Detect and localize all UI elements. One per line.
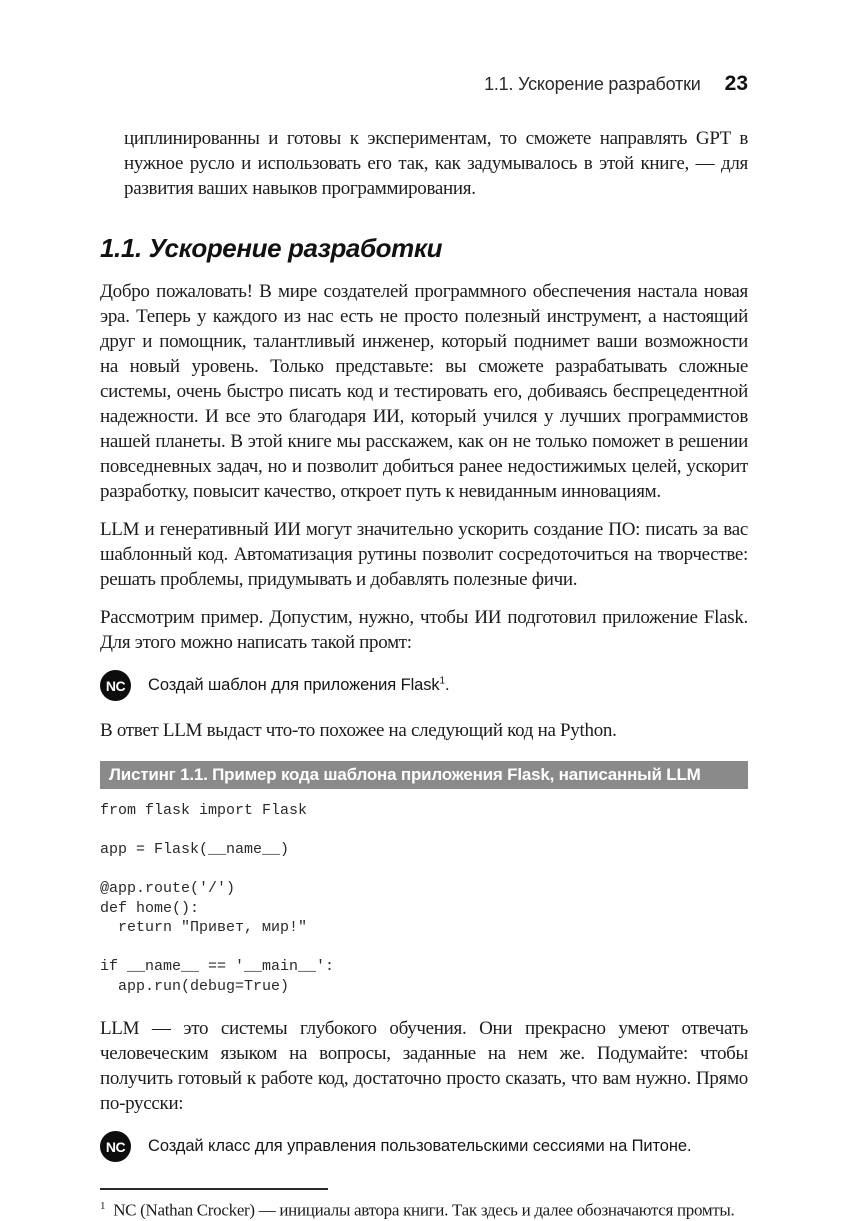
- intro-continuation-paragraph: циплинированны и готовы к экспериментам, то сможете направлять GPT в нужное русло и использовать его так, как задумывалось в этой книге, — для развития ваших навыков программирования.: [124, 128, 748, 199]
- footnote-reference-mark: 1: [439, 675, 445, 687]
- prompt-text-1-body: Создай шаблон для приложения Flask: [148, 676, 440, 694]
- body-paragraph-1: Добро пожаловать! В мире создателей программного обеспечения настала новая эра. Теперь у каждого из нас есть не просто полезный инструмент, а настоящий друг и помощник, талантливый инженер, который поднимет ваши возможности на новый уровень. Только представьте: вы сможете разрабатывать сложные системы, очень быстро писать код и тестировать его, добиваясь беспрецедентной надежности. И все это благодаря ИИ, который учился у лучших программистов нашей планеты. В этой книге мы расскажем, как он не только поможет в решении повседневных задач, но и позволит добиться ранее недостижимых целей, ускорит разработку, повысит качество, откроет путь к невиданным инновациям.: [100, 281, 748, 502]
- code-line: def home():: [100, 899, 200, 917]
- code-line: [100, 860, 748, 880]
- prompt-text-1-period: .: [444, 676, 450, 694]
- body-paragraph-4: В ответ LLM выдаст что-то похожее на следующий код на Python.: [100, 720, 617, 741]
- code-line: [100, 821, 748, 841]
- code-line: if __name__ == '__main__':: [100, 958, 335, 975]
- body-paragraph-2: LLM и генеративный ИИ могут значительно ускорить создание ПО: писать за вас шаблонный код. Автоматизация рутины позволит сосредоточиться на творчестве: решать проблемы, придумывать и добавлять полезные фичи.: [100, 519, 748, 590]
- code-line: from flask import Flask: [100, 802, 308, 819]
- section-heading: 1.1. Ускорение разработки: [100, 233, 443, 263]
- prompt-text-1: [148, 676, 449, 695]
- author-initials-badge-icon: NC: [100, 670, 131, 701]
- code-line: app = Flask(__name__): [100, 841, 290, 858]
- author-initials-badge-icon: NC: [100, 1131, 131, 1162]
- code-line: app.run(debug=True): [100, 977, 290, 995]
- code-listing-block: [100, 801, 748, 996]
- prompt-text-2: Создай класс для управления пользовательскими сессиями на Питоне.: [148, 1137, 692, 1155]
- code-line: [100, 938, 748, 958]
- footnote-marker: 1: [100, 1200, 106, 1212]
- page-number: 23: [724, 72, 748, 95]
- code-line: @app.route('/'): [100, 880, 236, 897]
- prompt-example-1: [100, 670, 748, 701]
- body-paragraph-5: LLM — это системы глубокого обучения. Они прекрасно умеют отвечать человеческим языком на вопросы, заданные на нем же. Подумайте: чтобы получить готовый к работе код, достаточно просто сказать, что вам нужно. Прямо по-русски:: [100, 1018, 748, 1114]
- code-line: return "Привет, мир!": [100, 919, 308, 936]
- page-content: [100, 0, 748, 1221]
- code-listing-caption: Листинг 1.1. Пример кода шаблона приложения Flask, написанный LLM: [100, 761, 748, 789]
- running-header-section-title: 1.1. Ускорение разработки: [484, 74, 701, 94]
- footnote-text: NC (Nathan Crocker) — инициалы автора книги. Так здесь и далее обозначаются промты.: [113, 1200, 735, 1220]
- footnote-divider: [100, 1188, 328, 1190]
- running-header: [100, 0, 748, 96]
- prompt-example-2: [100, 1131, 748, 1162]
- body-paragraph-3: Рассмотрим пример. Допустим, нужно, чтобы ИИ подготовил приложение Flask. Для этого можно написать такой промт:: [100, 607, 748, 653]
